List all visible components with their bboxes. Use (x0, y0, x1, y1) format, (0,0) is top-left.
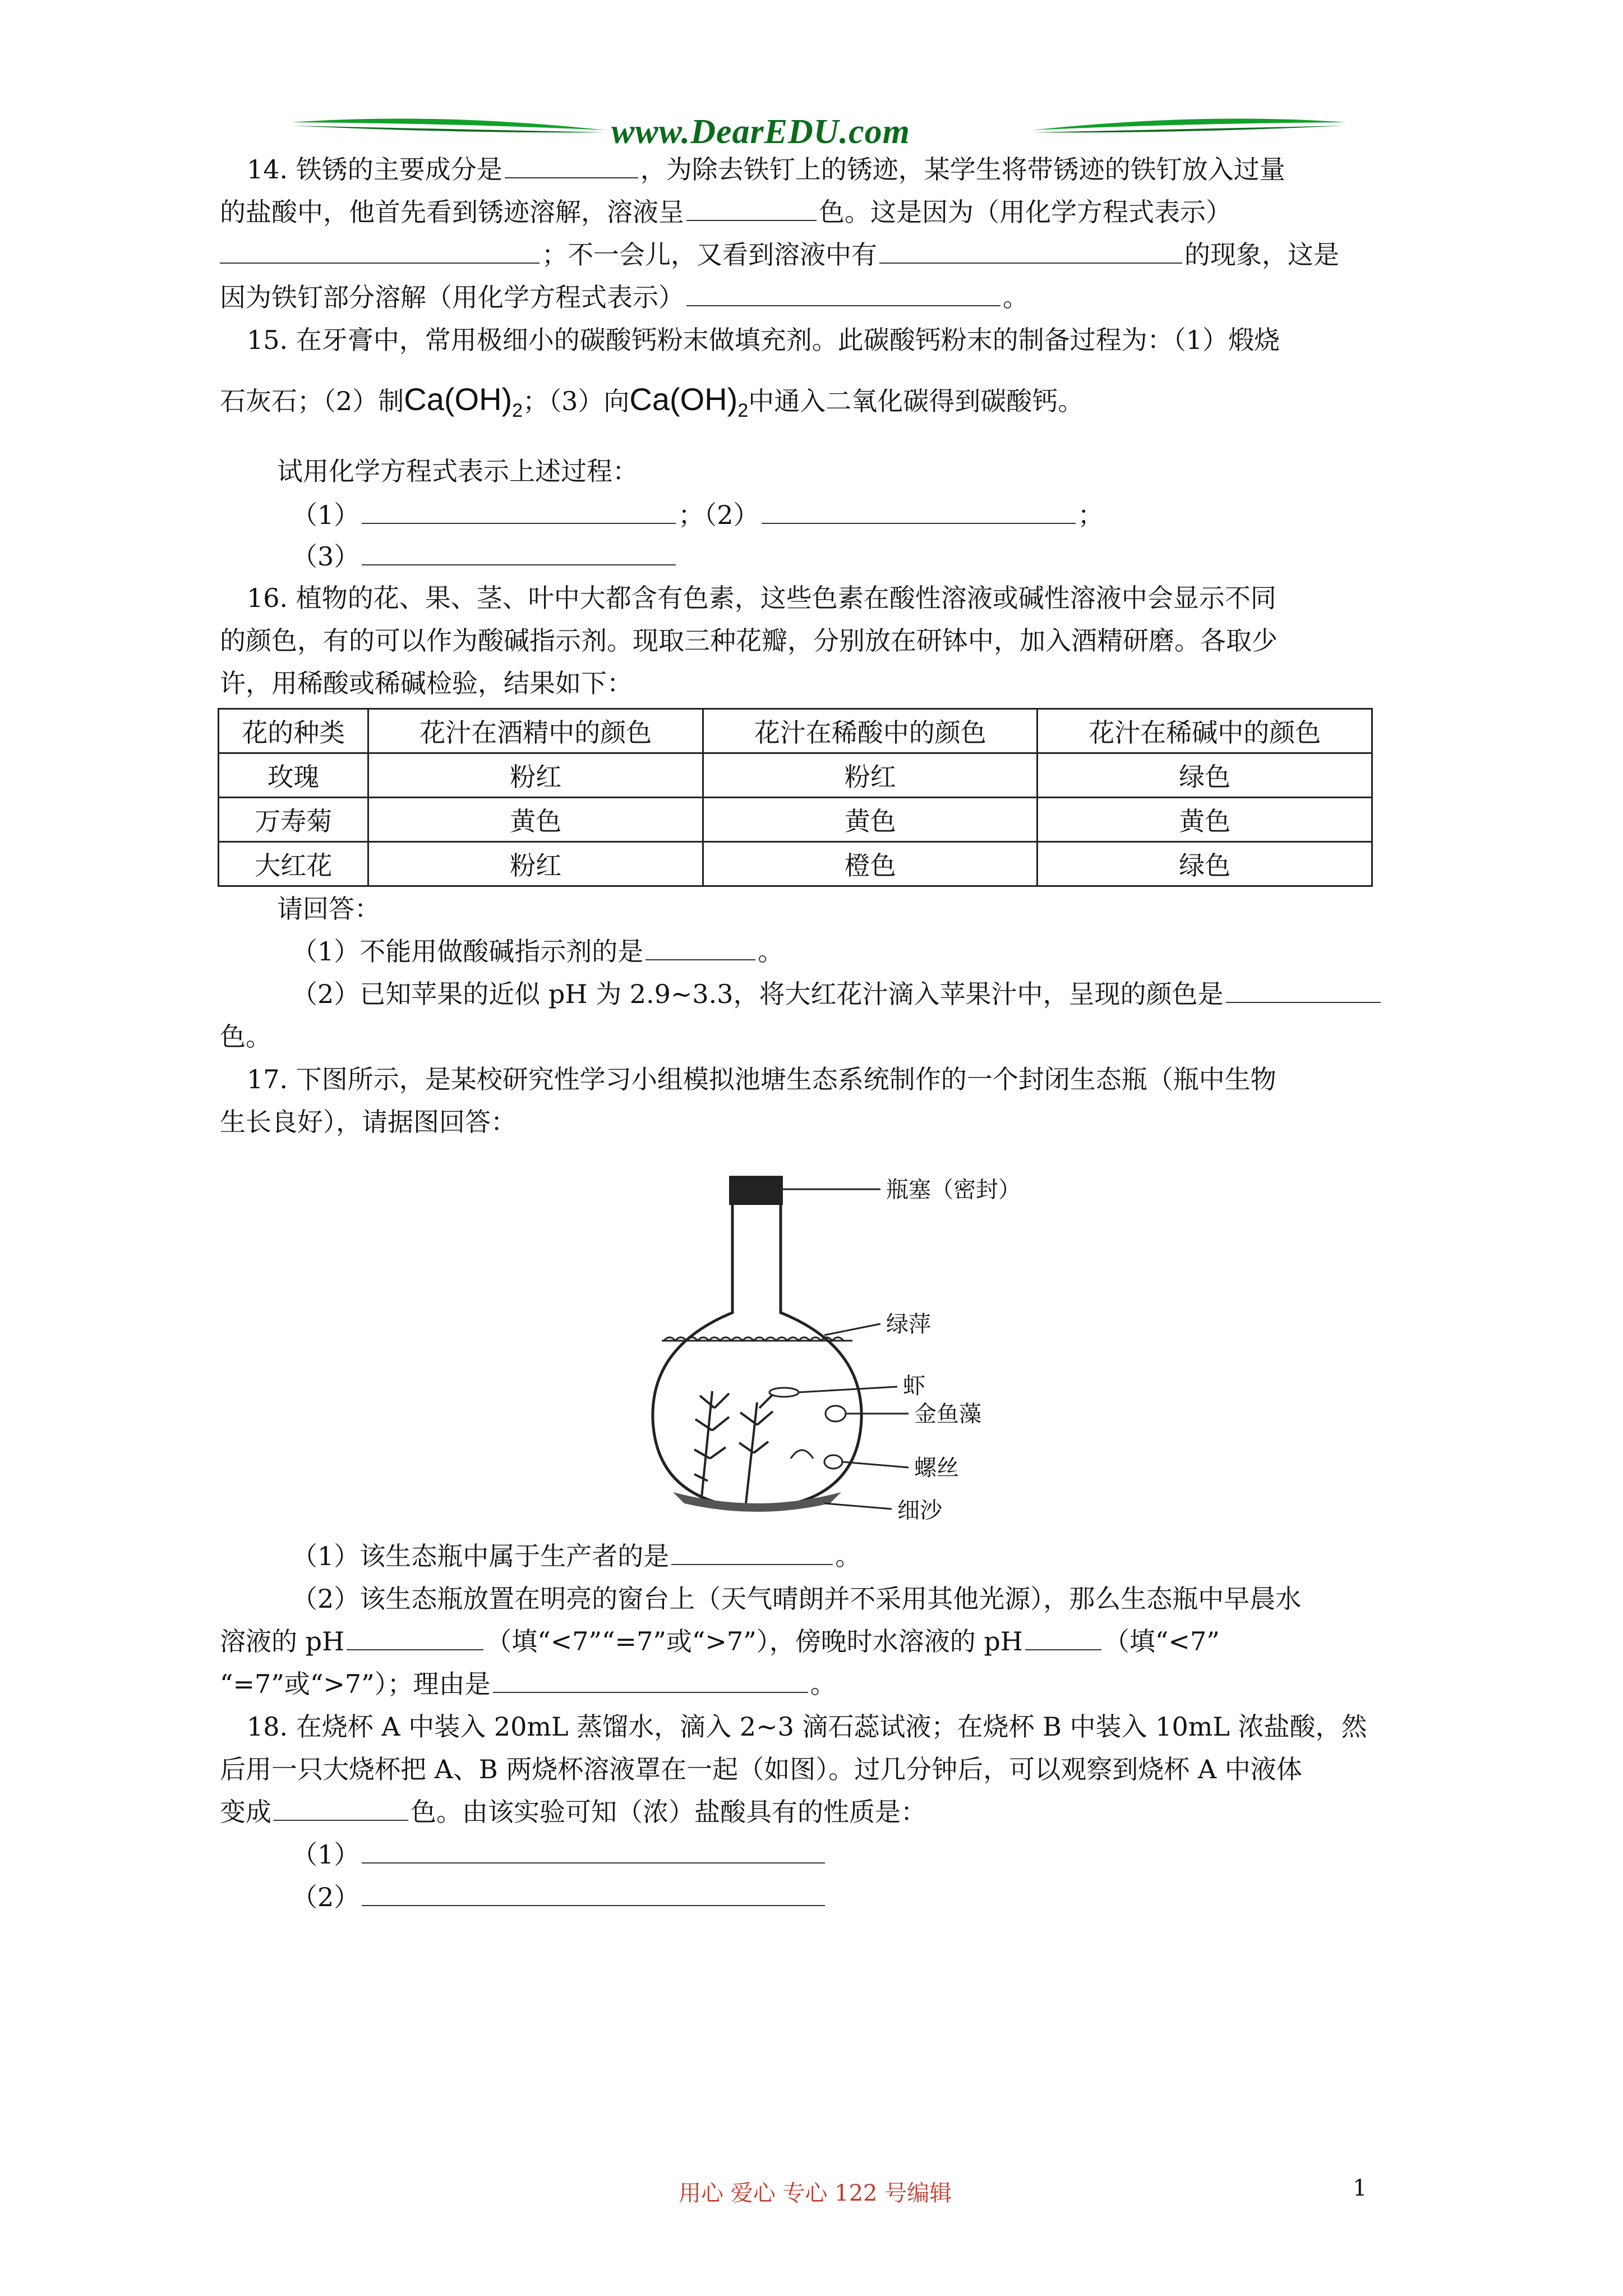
q17-sub1: （1）该生态瓶中属于生产者的是 。 (292, 1541, 861, 1571)
q17-sub2-cont2: “=7”或“>7”）；理由是 。 (220, 1669, 836, 1699)
q14-line1 (247, 153, 1285, 186)
formula-caoh2: $Ca(OH)_2$ (404, 381, 523, 422)
logo-text: www.DearEDU.com (611, 113, 910, 151)
q16-blank-1[interactable] (645, 937, 755, 960)
formula-caoh2: $Ca(OH)_2$ (629, 381, 749, 422)
table-cell: 黄色 (368, 798, 703, 842)
q16-line3: 许，用稀酸或稀碱检验，结果如下： (220, 668, 633, 698)
q14-blank-5[interactable] (686, 283, 1000, 306)
q14-text: ，为除去铁钉上的锈迹，某学生将带锈迹的铁钉放入过量 (640, 154, 1285, 185)
q15-label-3: （3） (292, 541, 360, 572)
q17-blank-1[interactable] (671, 1542, 833, 1565)
q16-blank-2[interactable] (1226, 979, 1381, 1003)
flower-color-table (218, 708, 1373, 887)
q14-text: 14. 铁锈的主要成分是 (247, 154, 502, 185)
q16-ask: 请回答： (277, 894, 380, 924)
q14-text: 的盐酸中，他首先看到锈迹溶解，溶液呈 (220, 197, 684, 227)
q14-blank-3[interactable] (220, 240, 540, 264)
table-cell: 粉红 (703, 753, 1038, 798)
table-cell: 粉红 (368, 753, 703, 798)
table-cell: 大红花 (219, 842, 368, 886)
table-cell: 万寿菊 (219, 798, 368, 842)
q17-sub2-cont: 溶液的 pH （填“<7”“=7”或“>7”），傍晚时水溶液的 pH （填“<7” (220, 1626, 1220, 1657)
table-row (219, 842, 1372, 886)
q14-blank-1[interactable] (505, 155, 638, 178)
table-row (219, 753, 1372, 798)
label-snail: 螺丝 (914, 1455, 959, 1481)
q15-label-2: （2） (704, 500, 759, 530)
table-header-cell: 花的种类 (219, 709, 368, 753)
q15-blank-1[interactable] (362, 500, 676, 524)
q17-sub2: （2）该生态瓶放置在明亮的窗台上（天气晴朗并不采用其他光源），那么生态瓶中早晨水 (292, 1584, 1302, 1614)
q15-text: 石灰石；（2）制 (220, 386, 404, 416)
q18-line3: 变成 色。由该实验可知（浓）盐酸具有的性质是： (220, 1797, 926, 1827)
q16-sub1: （1）不能用做酸碱指示剂的是 。 (292, 936, 784, 967)
table-cell: 绿色 (1038, 842, 1372, 886)
q14-text: ；不一会儿，又看到溶液中有 (542, 240, 877, 270)
q15-line3: 试用化学方程式表示上述过程： (277, 456, 638, 486)
hornwort-plant (694, 1391, 773, 1503)
table-cell: 黄色 (1038, 798, 1372, 842)
bottle-outline (653, 1205, 861, 1509)
q16-line1: 16. 植物的花、果、茎、叶中大都含有色素，这些色素在酸性溶液或碱性溶液中会显示不同 (247, 583, 1276, 613)
q14-text: 的现象，这是 (1184, 240, 1339, 270)
q15-answer-row1: （1） ；（2） ； (292, 500, 1104, 530)
q14-line2 (220, 195, 1232, 229)
ecology-bottle-figure (639, 1167, 1043, 1537)
q17-blank-2[interactable] (347, 1627, 483, 1650)
logo-swoosh-right (1032, 119, 1346, 130)
q18-line1: 18. 在烧杯 A 中装入 20mL 蒸馏水，滴入 2~3 滴石蕊试液；在烧杯 B 中装入 10mL 浓盐酸，然 (247, 1711, 1367, 1742)
bottle-stopper (729, 1176, 783, 1205)
q16-sub2: （2）已知苹果的近似 pH 为 2.9~3.3，将大红花汁滴入苹果汁中，呈现的颜色是 (292, 977, 1383, 1011)
label-sand: 细沙 (897, 1498, 942, 1524)
table-header-cell: 花汁在稀碱中的颜色 (1038, 709, 1372, 753)
q15-answer-row2 (292, 540, 678, 573)
q14-text: 因为铁钉部分溶解（用化学方程式表示） (220, 282, 684, 312)
table-cell: 绿色 (1038, 753, 1372, 798)
page-number: 1 (1353, 2175, 1367, 2201)
label-stopper: 瓶塞（密封） (886, 1177, 1021, 1203)
q14-blank-4[interactable] (879, 240, 1182, 264)
q16-line2: 的颜色，有的可以作为酸碱指示剂。现取三种花瓣，分别放在研钵中，加入酒精研磨。各取少 (220, 625, 1278, 656)
q18-blank-2[interactable] (362, 1840, 825, 1864)
q15-text: ；（3）向 (523, 386, 630, 416)
q18-answer-2: （2） (292, 1880, 827, 1914)
q18-line2: 后用一只大烧杯把 A、B 两烧杯溶液罩在一起（如图）。过几分钟后，可以观察到烧杯 A 中液体 (220, 1754, 1302, 1784)
q14-blank-2[interactable] (686, 197, 817, 221)
q17-blank-4[interactable] (493, 1669, 808, 1693)
table-row (219, 798, 1372, 842)
snail-shell (826, 1406, 846, 1421)
table-cell: 黄色 (703, 798, 1038, 842)
label-duckweed: 绿萍 (886, 1312, 931, 1337)
q15-label-1: （1） (292, 500, 360, 530)
footer-text: 用心 爱心 专心 122 号编辑 (679, 2180, 952, 2206)
label-shrimp: 虾 (903, 1373, 925, 1399)
q14-line3 (220, 238, 1339, 272)
q15-blank-2[interactable] (762, 500, 1076, 524)
q15-text: 中通入二氧化碳得到碳酸钙。 (748, 386, 1084, 416)
snail-shell-2 (824, 1455, 842, 1469)
table-cell: 粉红 (368, 842, 703, 886)
shrimp (769, 1388, 799, 1397)
q14-line4 (220, 280, 1029, 314)
q14-text: 。 (1003, 282, 1029, 312)
q17-line1: 17. 下图所示，是某校研究性学习小组模拟池塘生态系统制作的一个封闭生态瓶（瓶中生物 (247, 1064, 1276, 1094)
q14-text: 色。这是因为（用化学方程式表示） (819, 197, 1232, 227)
q18-blank-1[interactable] (274, 1797, 408, 1821)
q15-line1: 15. 在牙膏中，常用极细小的碳酸钙粉末做填充剂。此碳酸钙粉末的制备过程为：（1）煅烧 (247, 325, 1280, 355)
table-header-cell: 花汁在稀酸中的颜色 (703, 709, 1038, 753)
table-cell: 玫瑰 (219, 753, 368, 798)
q17-blank-3[interactable] (1025, 1627, 1101, 1650)
q15-blank-3[interactable] (362, 542, 676, 565)
q18-answer-1: （1） (292, 1838, 827, 1871)
label-hornwort: 金鱼藻 (914, 1401, 981, 1427)
q18-blank-3[interactable] (362, 1883, 825, 1906)
q16-sub2-cont: 色。 (220, 1022, 271, 1052)
table-cell: 橙色 (703, 842, 1038, 886)
q17-line2: 生长良好），请据图回答： (220, 1107, 517, 1137)
logo-swoosh-left (292, 119, 606, 130)
table-header-row (219, 709, 1372, 753)
table-header-cell: 花汁在酒精中的颜色 (368, 709, 703, 753)
q15-line2 (220, 377, 1083, 433)
